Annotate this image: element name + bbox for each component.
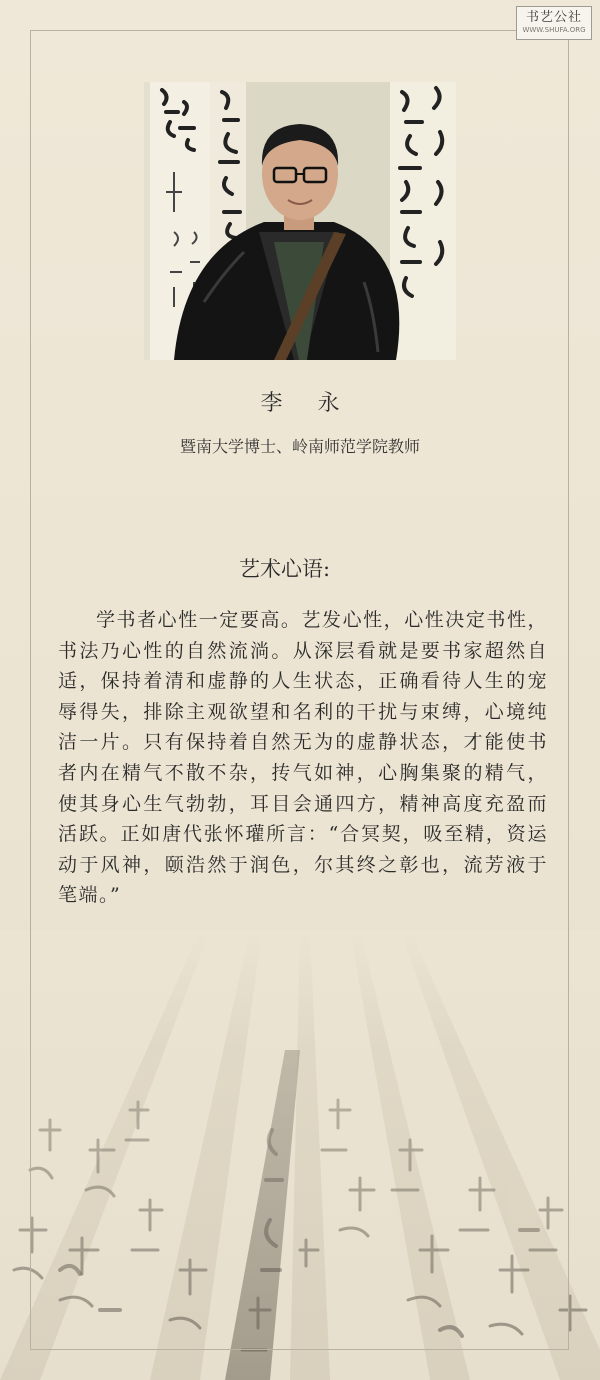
logo-url: WWW.SHUFA.ORG (522, 26, 586, 34)
portrait-illustration (144, 82, 456, 360)
logo-name: 书艺公社 (525, 10, 582, 25)
person-title: 暨南大学博士、岭南师范学院教师 (179, 437, 420, 456)
shufa-watermark-logo[interactable] (516, 6, 592, 40)
section-heading: 艺术心语: (239, 557, 331, 581)
portrait-photo (144, 82, 456, 360)
person-name: 李 永 (260, 391, 354, 416)
artist-statement: 学书者心性一定要高。艺发心性，心性决定书性，书法乃心性的自然流淌。从深层看就是要书家超然自适，保持着清和虚静的人生状态，正确看待人生的宠辱得失，排除主观欲望和名利的干扰与束缚，心境纯洁一片。只有保持着自然无为的虚静状态，才能使书者内在精气不散不杂，抟气如神，心胸集聚的精气，使其身心生气勃勃，耳目会通四方，精神高度充盈而活跃。正如唐代张怀瓘所言：“合冥契，吸至精，资运动于风神，颐浩然于润色，尔其终之彰也，流芳液于笔端。” (58, 609, 548, 907)
